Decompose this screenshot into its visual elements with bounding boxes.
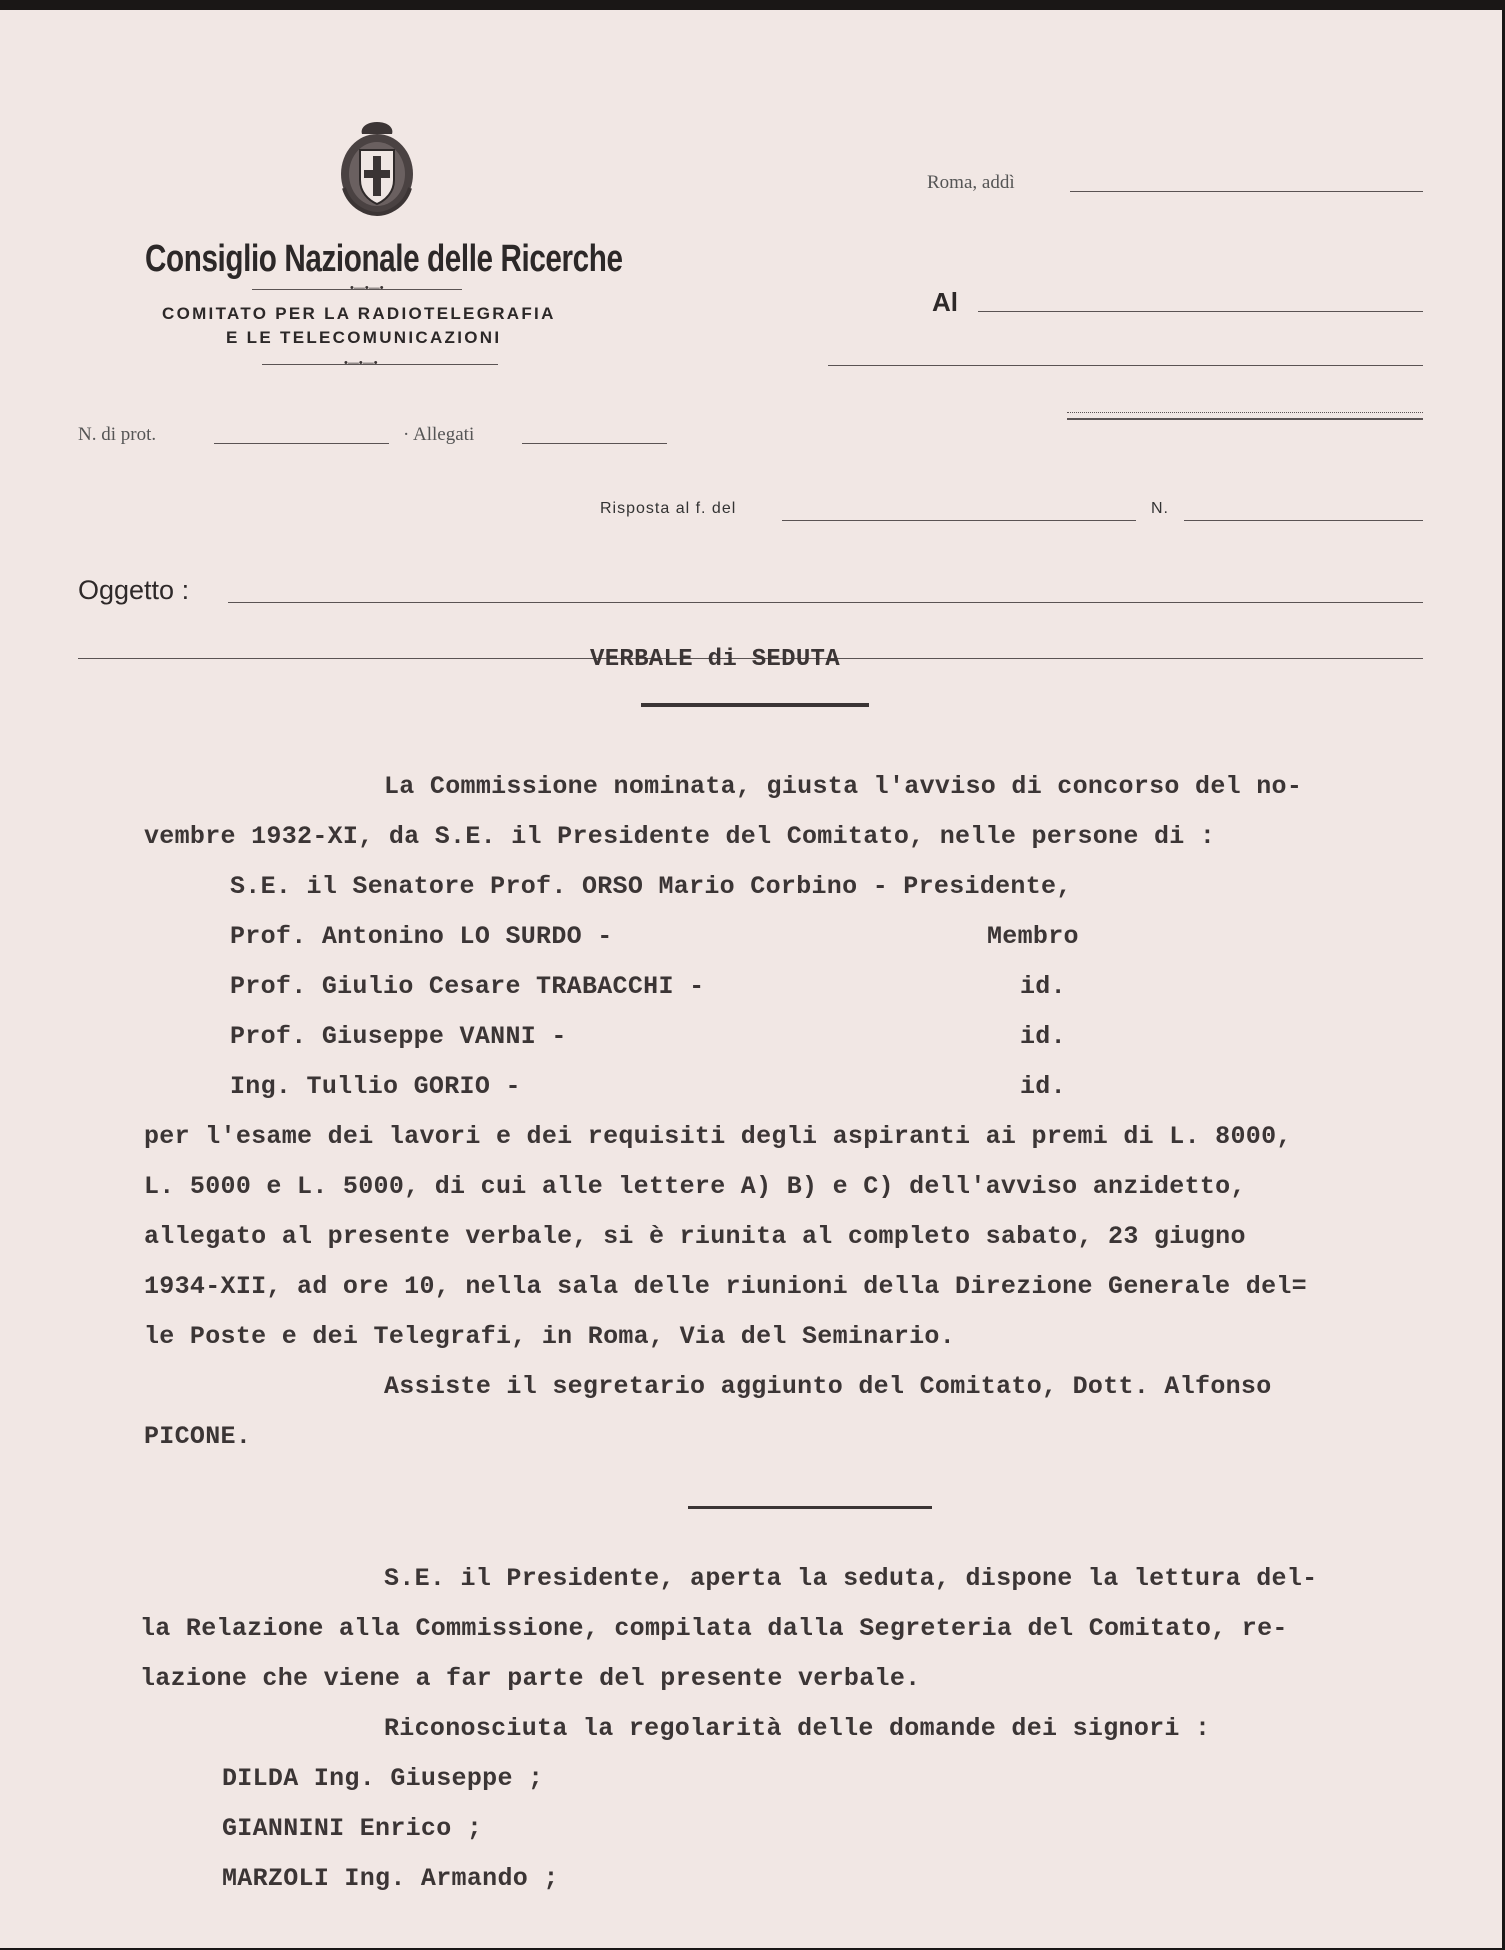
member-row: Prof. Giuseppe VANNI -	[230, 1022, 567, 1051]
paragraph-2-line: per l'esame dei lavori e dei requisiti degli aspiranti ai premi di L. 8000,	[144, 1122, 1292, 1151]
letterhead-ornament-bottom: •—•—•	[344, 357, 378, 369]
number-line	[1184, 520, 1423, 521]
protocol-line	[214, 443, 389, 444]
place-date-label: Roma, addì	[927, 172, 1015, 193]
member-row: Prof. Antonino LO SURDO -	[230, 922, 613, 951]
reply-date-line	[782, 520, 1136, 521]
applicant-row: MARZOLI Ing. Armando ;	[222, 1864, 559, 1893]
applicant-row: GIANNINI Enrico ;	[222, 1814, 483, 1843]
committee-line-1: COMITATO PER LA RADIOTELEGRAFIA	[162, 304, 556, 323]
paragraph-4-line: S.E. il Presidente, aperta la seduta, dispone la lettura del-	[384, 1564, 1318, 1593]
letterhead-divider-bottom	[262, 364, 498, 365]
letterhead-ornament: •—•—•	[350, 282, 384, 294]
organization-name: Consiglio Nazionale delle Ricerche	[145, 238, 623, 280]
place-date-line	[1070, 191, 1423, 192]
paragraph-1-line-1: La Commissione nominata, giusta l'avviso di concorso del no-	[384, 772, 1303, 801]
attachments-line	[522, 443, 667, 444]
paragraph-3-line-1: Assiste il segretario aggiunto del Comitato, Dott. Alfonso	[384, 1372, 1272, 1401]
paragraph-2-line: 1934-XII, ad ore 10, nella sala delle riunioni della Direzione Generale del=	[144, 1272, 1307, 1301]
subject-line-1	[228, 602, 1423, 603]
number-label: N.	[1151, 500, 1169, 517]
title-underline	[641, 703, 869, 707]
member-role: id.	[1020, 972, 1066, 1001]
paragraph-2-line: le Poste e dei Telegrafi, in Roma, Via del Seminario.	[144, 1322, 956, 1351]
member-row: S.E. il Senatore Prof. ORSO Mario Corbino - Presidente,	[230, 872, 1072, 901]
applicant-row: DILDA Ing. Giuseppe ;	[222, 1764, 544, 1793]
paragraph-4-line: lazione che viene a far parte del presente verbale.	[140, 1664, 921, 1693]
paragraph-4-line: la Relazione alla Commissione, compilata dalla Segreteria del Comitato, re-	[140, 1614, 1288, 1643]
recipient-line-2	[828, 365, 1423, 366]
paragraph-3-line-2: PICONE.	[144, 1422, 252, 1451]
committee-line-2: E LE TELECOMUNICAZIONI	[226, 328, 502, 347]
coat-of-arms-icon	[338, 118, 416, 216]
member-role: id.	[1020, 1022, 1066, 1051]
member-role: id.	[1020, 1072, 1066, 1101]
paragraph-1-line-2: vembre 1932-XI, da S.E. il Presidente del Comitato, nelle persone di :	[144, 822, 1216, 851]
subject-label: Oggetto :	[78, 575, 190, 605]
member-role: Membro	[987, 922, 1079, 951]
protocol-label: N. di prot.	[78, 424, 157, 445]
member-row: Ing. Tullio GORIO -	[230, 1072, 521, 1101]
recipient-line-1	[978, 311, 1423, 312]
paragraph-2-line: L. 5000 e L. 5000, di cui alle lettere A) B) e C) dell'avviso anzidetto,	[144, 1172, 1246, 1201]
recipient-label: Al	[932, 287, 958, 317]
recipient-line-3	[1067, 412, 1423, 413]
paragraph-2-line: allegato al presente verbale, si è riunita al completo sabato, 23 giugno	[144, 1222, 1246, 1251]
section-divider	[688, 1506, 932, 1509]
paragraph-5-line-1: Riconosciuta la regolarità delle domande dei signori :	[384, 1714, 1211, 1743]
document-page	[0, 10, 1502, 1948]
reply-label: Risposta al f. del	[600, 500, 737, 517]
document-title: VERBALE di SEDUTA	[590, 646, 840, 673]
attachments-label: · Allegati	[403, 424, 475, 445]
recipient-line-3b	[1067, 418, 1423, 420]
member-row: Prof. Giulio Cesare TRABACCHI -	[230, 972, 705, 1001]
